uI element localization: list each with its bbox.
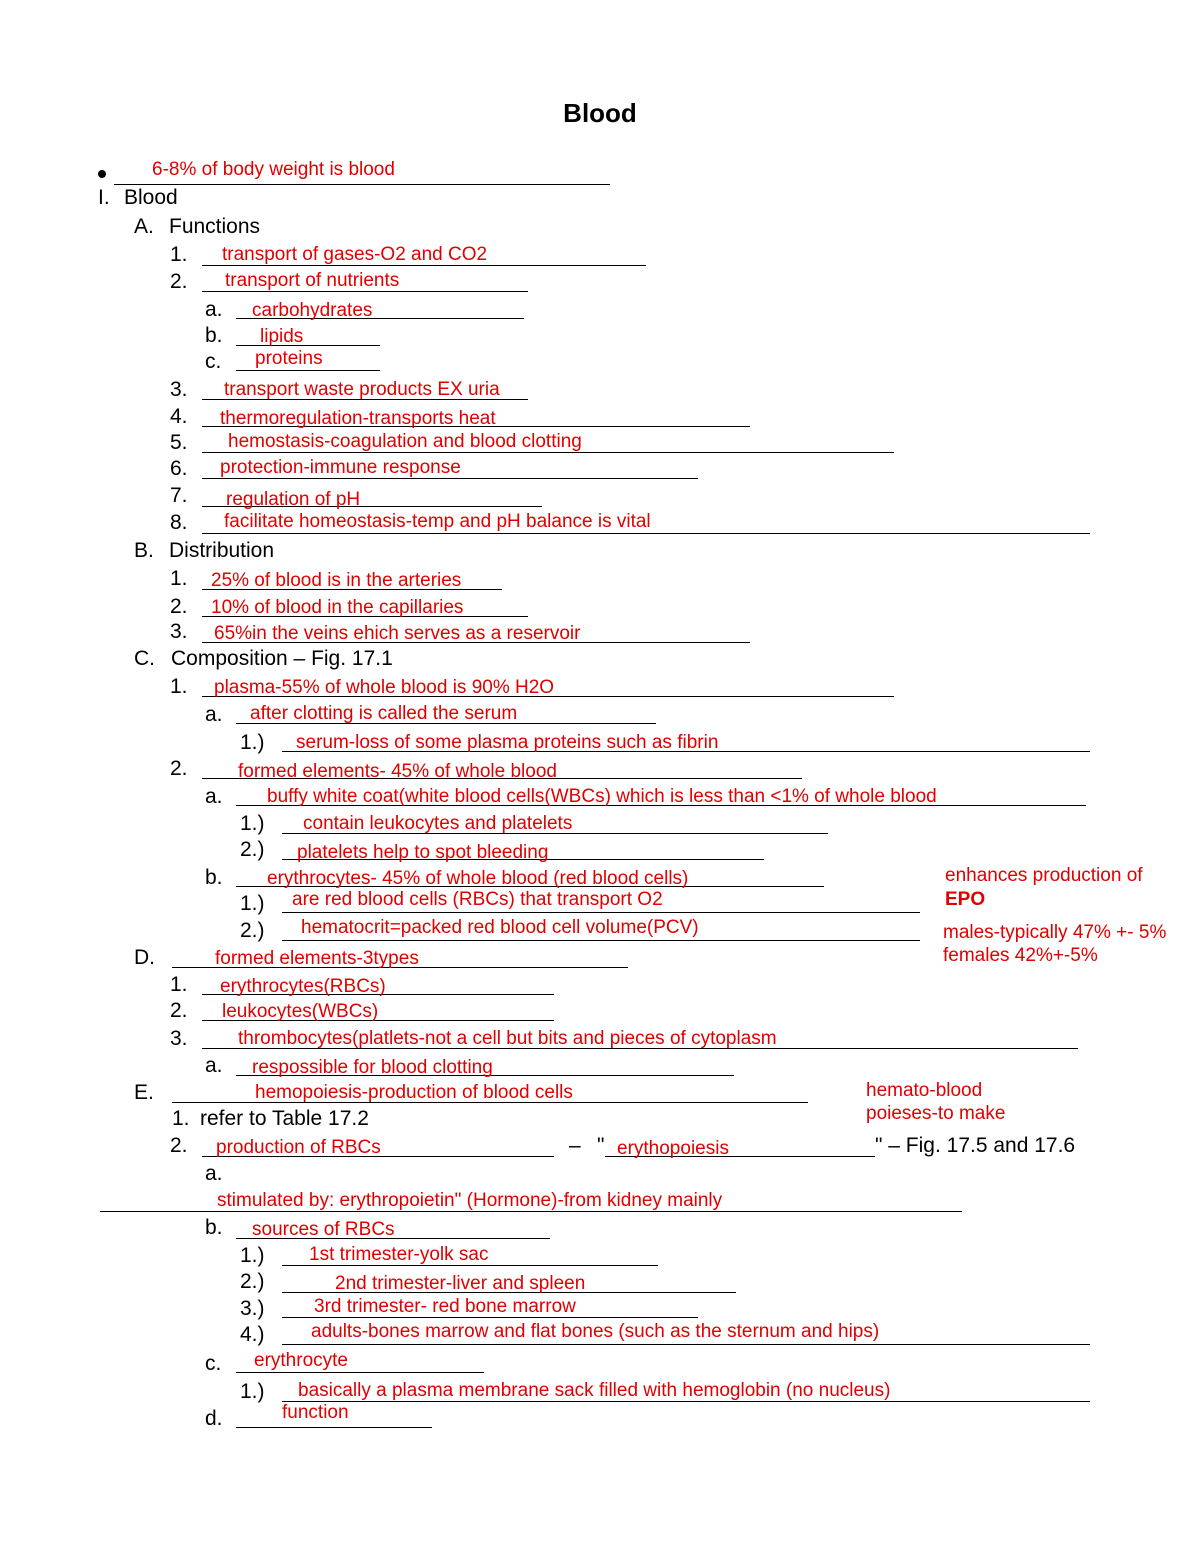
blank-rule xyxy=(236,345,380,346)
answer-text: thrombocytes(platlets-not a cell but bits and pieces of cytoplasm xyxy=(238,1028,777,1049)
answer-text: carbohydrates xyxy=(252,300,373,321)
item-marker: 2.) xyxy=(240,919,265,942)
item-marker: 3. xyxy=(170,620,188,643)
blank-rule xyxy=(236,370,380,371)
figure-reference: " – Fig. 17.5 and 17.6 xyxy=(875,1134,1076,1157)
answer-text: plasma-55% of whole blood is 90% H2O xyxy=(214,677,555,698)
item-marker: 2. xyxy=(170,1134,188,1157)
item-marker: 4.) xyxy=(240,1323,265,1346)
answer-text: lipids xyxy=(260,326,304,347)
open-quote: " xyxy=(597,1134,605,1157)
answer-text: production of RBCs xyxy=(216,1137,381,1158)
item-marker: 2. xyxy=(170,595,188,618)
answer-text: after clotting is called the serum xyxy=(250,703,518,724)
margin-note-hemato-2: poieses-to make xyxy=(866,1103,1006,1124)
item-marker: 8. xyxy=(170,511,188,534)
heading-functions: Functions xyxy=(169,215,261,238)
answer-text: formed elements-3types xyxy=(215,948,419,969)
heading-blood: Blood xyxy=(124,186,178,209)
answer-text: regulation of pH xyxy=(226,489,361,510)
item-marker: 1.) xyxy=(240,731,265,754)
answer-text: leukocytes(WBCs) xyxy=(222,1001,379,1022)
answer-text: 25% of blood is in the arteries xyxy=(211,570,462,591)
item-marker: 1.) xyxy=(240,1380,265,1403)
answer-text: 65%in the veins ehich serves as a reservoir xyxy=(214,623,581,644)
item-marker: b. xyxy=(205,324,223,347)
answer-text: 3rd trimester- red bone marrow xyxy=(314,1296,576,1317)
answer-text: sources of RBCs xyxy=(252,1219,395,1240)
item-marker: b. xyxy=(205,866,223,889)
answer-text: hematocrit=packed red blood cell volume(PCV) xyxy=(301,917,699,938)
item-marker: a. xyxy=(205,1162,223,1185)
item-marker: 2. xyxy=(170,999,188,1022)
page-title: Blood xyxy=(563,98,637,128)
item-marker: c. xyxy=(205,1352,222,1375)
margin-note-hemato-1: hemato-blood xyxy=(866,1080,983,1101)
item-marker: b. xyxy=(205,1216,223,1239)
answer-text: thermoregulation-transports heat xyxy=(220,408,496,429)
item-marker: 1. xyxy=(170,675,188,698)
answer-text: basically a plasma membrane sack filled with hemoglobin (no nucleus) xyxy=(298,1380,891,1401)
answer-text: transport of nutrients xyxy=(225,270,400,291)
heading-distribution: Distribution xyxy=(169,539,275,562)
answer-text: adults-bones marrow and flat bones (such as the sternum and hips) xyxy=(311,1321,880,1342)
margin-note-hct-2: females 42%+-5% xyxy=(943,945,1098,966)
blank-rule xyxy=(282,940,920,941)
item-marker: a. xyxy=(205,785,223,808)
item-marker: 2.) xyxy=(240,838,265,861)
item-marker: a. xyxy=(205,298,223,321)
answer-text: contain leukocytes and platelets xyxy=(303,813,573,834)
answer-text: erythrocyte xyxy=(254,1350,348,1371)
outline-marker-I: I. xyxy=(98,186,110,209)
answer-text: 1st trimester-yolk sac xyxy=(309,1244,489,1265)
blank-rule xyxy=(282,1344,1090,1345)
item-marker: 3. xyxy=(170,378,188,401)
outline-marker-A: A. xyxy=(134,215,154,238)
answer-text: protection-immune response xyxy=(220,457,461,478)
answer-text: hemostasis-coagulation and blood clotting xyxy=(228,431,582,452)
margin-note-hct-1: males-typically 47% +- 5% xyxy=(943,922,1167,943)
item-marker: 2. xyxy=(170,270,188,293)
answer-text: 10% of blood in the capillaries xyxy=(211,597,464,618)
item-marker: 3. xyxy=(170,1027,188,1050)
outline-marker-C: C. xyxy=(134,647,155,670)
answer-text: 2nd trimester-liver and spleen xyxy=(335,1273,586,1294)
item-marker: 2. xyxy=(170,757,188,780)
outline-marker-B: B. xyxy=(134,539,154,562)
answer-text: proteins xyxy=(255,348,323,369)
item-marker: 1.) xyxy=(240,812,265,835)
blank-rule xyxy=(202,533,1090,534)
heading-composition: Composition – Fig. 17.1 xyxy=(171,647,393,670)
item-marker: 4. xyxy=(170,405,188,428)
answer-text: transport waste products EX uria xyxy=(224,379,500,400)
answer-text: function xyxy=(282,1402,349,1423)
item-marker: 1.) xyxy=(240,1244,265,1267)
reference-text: refer to Table 17.2 xyxy=(200,1107,369,1130)
item-marker: 1. xyxy=(170,243,188,266)
answer-text: hemopoiesis-production of blood cells xyxy=(255,1082,573,1103)
bullet-dot xyxy=(98,170,106,178)
blank-rule xyxy=(114,184,610,185)
item-marker: a. xyxy=(205,1054,223,1077)
answer-text: erythopoiesis xyxy=(617,1138,729,1159)
answer-text: erythrocytes(RBCs) xyxy=(220,976,386,997)
item-marker: 1. xyxy=(170,567,188,590)
item-marker: d. xyxy=(205,1407,223,1430)
answer-text: transport of gases-O2 and CO2 xyxy=(222,244,488,265)
answer-text: platelets help to spot bleeding xyxy=(297,842,549,863)
item-marker: 5. xyxy=(170,431,188,454)
answer-bullet: 6-8% of body weight is blood xyxy=(152,159,395,180)
answer-text: facilitate homeostasis-temp and pH balance is vital xyxy=(224,511,651,532)
item-marker: 1. xyxy=(172,1107,190,1130)
item-marker: c. xyxy=(205,350,222,373)
answer-text: are red blood cells (RBCs) that transport O2 xyxy=(292,889,663,910)
blank-rule xyxy=(282,912,920,913)
answer-text: formed elements- 45% of whole blood xyxy=(238,761,557,782)
answer-text: stimulated by: erythropoietin" (Hormone)-from kidney mainly xyxy=(217,1190,723,1211)
item-marker: 1. xyxy=(170,973,188,996)
outline-marker-D: D. xyxy=(134,946,155,969)
dash-separator: – xyxy=(569,1134,581,1157)
blank-rule xyxy=(236,1372,484,1373)
answer-text: respossible for blood clotting xyxy=(252,1057,493,1078)
item-marker: 1.) xyxy=(240,892,265,915)
item-marker: a. xyxy=(205,703,223,726)
margin-note-epo-1: enhances production of xyxy=(945,865,1143,886)
blank-rule xyxy=(236,1427,432,1428)
item-marker: 6. xyxy=(170,457,188,480)
answer-text: buffy white coat(white blood cells(WBCs) which is less than <1% of whole blood xyxy=(267,786,937,807)
outline-marker-E: E. xyxy=(134,1081,154,1104)
item-marker: 3.) xyxy=(240,1297,265,1320)
item-marker: 7. xyxy=(170,484,188,507)
answer-text: serum-loss of some plasma proteins such as fibrin xyxy=(296,732,719,753)
item-marker: 2.) xyxy=(240,1270,265,1293)
margin-note-epo-2: EPO xyxy=(945,889,986,910)
answer-text: erythrocytes- 45% of whole blood (red blood cells) xyxy=(267,868,689,889)
